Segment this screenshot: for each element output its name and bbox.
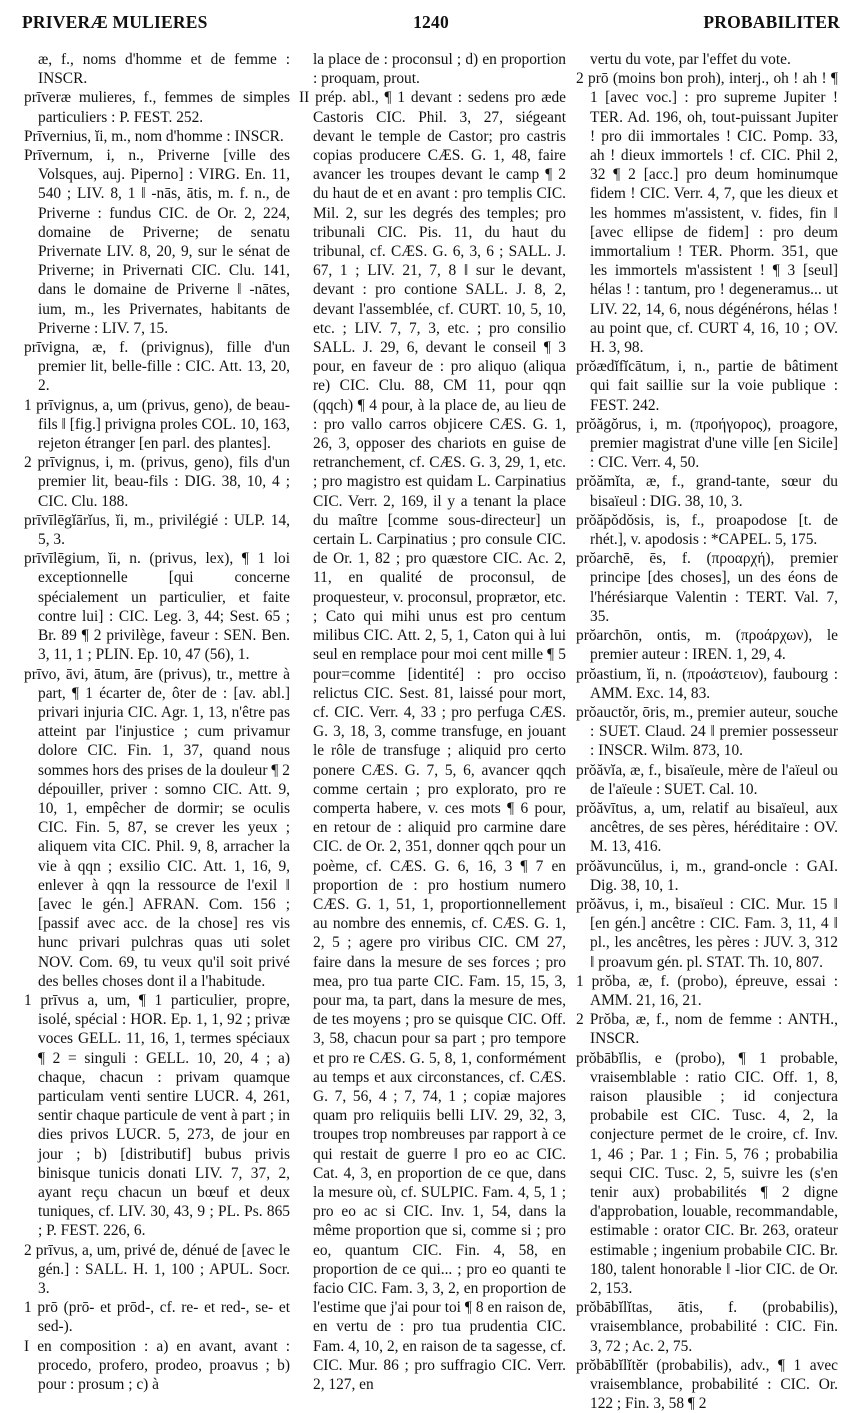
- dictionary-entry: 1 prŏba, æ, f. (probo), épreuve, essai : AMM. 21, 16, 21.: [576, 972, 838, 1009]
- dictionary-entry: prīvīlēgium, ĭi, n. (privus, lex), ¶ 1 loi exceptionnelle [qui concerne spécialement un particulier, et faite contre lui] : CIC. Leg. 3, 44; Sest. 65 ; Br. 89 ¶ 2 privilège, faveur : SEN. Ben. 3, 11, 1 ; PLIN. Ep. 10, 47 (56), 1.: [24, 550, 290, 664]
- running-head-right: PROBABILITER: [703, 12, 840, 32]
- page-header: [0, 12, 862, 36]
- dictionary-entry: 1 prīvus a, um, ¶ 1 particulier, propre, isolé, spécial : HOR. Ep. 1, 1, 92 ; privæ voces GELL. 11, 16, 1, termes spéciaux ¶ 2 = singuli : GELL. 10, 20, 4 ; a) chaque, chacun : privam quamque particulam venti sentire LUCR. 4, 261, sentir chaque particule de vent à part ; in dies privos LUCR. 5, 273, de jour en jour ; b) [distributif] bubus privis binisque tunicis donati LIV. 7, 37, 2, ayant reçu chacun un bœuf et deux tuniques, cf. LIV. 30, 43, 9 ; PL. Ps. 865 ; P. FEST. 226, 6.: [24, 991, 290, 1240]
- dictionary-entry: vertu du vote, par l'effet du vote.: [590, 51, 791, 68]
- dictionary-entry: prŏarchōn, ontis, m. (προάρχων), le premier auteur : IREN. 1, 29, 4.: [576, 627, 838, 664]
- column-middle: [299, 50, 566, 1394]
- dictionary-entry: prŏarchē, ēs, f. (προαρχή), premier principe [des choses], un des éons de l'hérésiarque Valentin : TERT. Val. 7, 35.: [576, 550, 838, 625]
- dictionary-entry: 2 prīvus, a, um, privé de, dénué de [avec le gén.] : SALL. H. 1, 100 ; APUL. Socr. 3.: [24, 1241, 290, 1297]
- dictionary-entry: prŏbābĭlĭtas, ātis, f. (probabilis), vraisemblance, probabilité : CIC. Fin. 3, 72 ; Ac. 2, 75.: [576, 1299, 838, 1355]
- dictionary-entry: prŏăvĭa, æ, f., bisaïeule, mère de l'aïeul ou de l'aïeule : SUET. Cal. 10.: [576, 761, 838, 798]
- dictionary-entry: prŏăvus, i, m., bisaïeul : CIC. Mur. 15 ‖ [en gén.] ancêtre : CIC. Fam. 3, 11, 4 ‖ pl., les ancêtres, les pères : JUV. 3, 312 ‖ proavum gén. pl. STAT. Th. 10, 807.: [576, 895, 838, 971]
- dictionary-entry: prŏămĭta, æ, f., grand-tante, sœur du bisaïeul : DIG. 38, 10, 3.: [576, 473, 838, 510]
- dictionary-entry: prŏăgŏrus, i, m. (προήγορος), proagore, premier magistrat d'une ville [en Sicile] : CIC. Verr. 4, 50.: [576, 415, 838, 472]
- dictionary-entry: prŏauctŏr, ōris, m., premier auteur, souche : SUET. Claud. 24 ‖ premier possesseur : INSCR. Wilm. 873, 10.: [576, 703, 838, 760]
- dictionary-entry: 1 prō (prō- et prōd-, cf. re- et red-, se- et sed-).: [24, 1299, 290, 1336]
- column-right: [576, 50, 838, 1413]
- dictionary-entry: prīveræ mulieres, f., femmes de simples particuliers : P. FEST. 252.: [24, 89, 290, 126]
- dictionary-entry: prīvo, āvi, ātum, āre (privus), tr., mettre à part, ¶ 1 écarter de, ôter de : [av. abl.] privari injuria CIC. Agr. 1, 13, n'être pas atteint par l'injustice ; cum privamur dolore CIC. Fin. 1, 37, quand nous sommes hors des prises de la douleur ¶ 2 dépouiller, priver : somno CIC. Att. 9, 10, 1, empêcher de dormir; se oculis CIC. Fin. 5, 87, se crever les yeux ; aliquem vita CIC. Phil. 9, 8, arracher la vie à qqn ; exsilio CIC. Att. 1, 16, 9, enlever à qqn la ressource de l'exil ‖ [avec le gén.] AFRAN. Com. 156 ; [passif avec acc. de la chose] res vis hunc privari pulchras quas uti solet NOV. Com. 69, tu veux qu'il soit privé des belles choses dont il a l'habitude.: [24, 665, 290, 990]
- dictionary-entry: 1 prīvignus, a, um (privus, geno), de beau-fils ‖ [fig.] privigna proles COL. 10, 163, rejeton étranger [en parl. des plantes].: [24, 396, 290, 453]
- page-number: 1240: [413, 12, 449, 32]
- running-head-left: PRIVERÆ MULIERES: [22, 12, 208, 32]
- dictionary-entry: prŏbābĭlĭtĕr (probabilis), adv., ¶ 1 avec vraisemblance, probabilité : CIC. Or. 122 ; Fin. 3, 58 ¶ 2: [576, 1356, 838, 1413]
- dictionary-entry: prīvigna, æ, f. (privignus), fille d'un premier lit, belle-fille : CIC. Att. 13, 20, 2.: [24, 339, 290, 395]
- dictionary-entry: prŏædĭfĭcātum, i, n., partie de bâtiment qui fait saillie sur la voie publique : FEST. 242.: [576, 358, 838, 414]
- dictionary-entry: prŏbābĭlis, e (probo), ¶ 1 probable, vraisemblable : ratio CIC. Off. 1, 8, raison plausible ; id conjectura probabile est CIC. Tusc. 4, 2, la conjecture permet de le croire, cf. Inv. 1, 46 ; Par. 1 ; Fin. 5, 76 ; probabilia sequi CIC. Tusc. 2, 5, suivre les (s'en tenir aux) probabilités ¶ 2 digne d'approbation, louable, recommandable, estimable : orator CIC. Br. 263, orateur estimable ; ingenium probabile CIC. Br. 180, talent honorable ‖ -lior CIC. de Or. 2, 153.: [576, 1049, 838, 1297]
- dictionary-entry: prŏăpŏdŏsis, is, f., proapodose [t. de rhét.], v. apodosis : *CAPEL. 5, 175.: [576, 511, 838, 549]
- dictionary-entry: prŏăvītus, a, um, relatif au bisaïeul, aux ancêtres, de ses pères, héréditaire : OV. M. 13, 416.: [576, 799, 838, 856]
- dictionary-entry: 2 prō (moins bon proh), interj., oh ! ah ! ¶ 1 [avec voc.] : pro supreme Jupiter ! TER. Ad. 196, oh, tout-puissant Jupiter ! pro dii immortales ! CIC. Pomp. 33, ah ! dieux immortels ! cf. CIC. Phil 2, 32 ¶ 2 [acc.] pro deum hominumque fidem ! CIC. Verr. 4, 7, que les dieux et les hommes m'assistent, v. fides, fin ‖ [avec ellipse de fidem] : pro deum immortalium ! TER. Phorm. 351, que les immortels m'assistent ! ¶ 3 [seul] hélas ! : tantum, pro ! degeneramus... ut LIV. 22, 14, 6, nous dégénérons, hélas ! au point que, cf. CURT 4, 16, 10 ; OV. H. 3, 98.: [576, 70, 838, 357]
- dictionary-entry: prŏăvuncŭlus, i, m., grand-oncle : GAI. Dig. 38, 10, 1.: [576, 857, 838, 894]
- dictionary-entry: II prép. abl., ¶ 1 devant : sedens pro æde Castoris CIC. Phil. 3, 27, siégeant devant le temple de Castor; pro castris copias producere CÆS. G. 1, 48, faire avancer les troupes devant le camp ¶ 2 du haut de et en avant : pro templis CIC. Mil. 2, sur les degrés des temples; pro tribunali CIC. Pis. 11, du haut du tribunal, cf. CÆS. G. 6, 3, 6 ; SALL. J. 67, 1 ; LIV. 21, 7, 8 ‖ sur le devant, devant : pro contione SALL. J. 8, 2, devant l'assemblée, cf. CURT. 10, 5, 10, etc. ; LIV. 7, 7, 3, etc. ; pro consilio SALL. J. 29, 6, devant le conseil ¶ 3 pour, en faveur de : pro aliquo (aliqua re) CIC. Clu. 88, CM 11, pour qqn (qqch) ¶ 4 pour, à la place de, au lieu de : pro vallo carros objicere CÆS. G. 1, 26, 3, opposer des chariots en guise de retranchement, cf. CÆS. G. 3, 29, 1, etc. ; pro magistro est quidam L. Carpinatius CIC. Verr. 2, 169, il y a tenant la place du maître [comme sous-directeur] un certain L. Carpinatius ; pro consule CIC. de Or. 1, 82 ; pro quæstore CIC. Ac. 2, 11, en qualité de proconsul, de proquesteur, v. proconsul, proprætor, etc. ; Cato qui mihi unus est pro centum milibus CIC. Att. 2, 5, 1, Caton qui à lui seul en remplace pour moi cent mille ¶ 5 pour=comme [identité] : pro occiso relictus CIC. Sest. 81, laissé pour mort, cf. CIC. Verr. 4, 33 ; pro perfuga CÆS. G. 3, 18, 3, comme transfuge, en jouant le rôle de transfuge ; aliquid pro certo ponere CÆS. G. 7, 5, 6, avancer qqch comme certain ; pro explorato, pro re comperta habere, v. ces mots ¶ 6 pour, en retour de : aliquid pro carmine dare CIC. de Or. 2, 351, donner qqch pour un poème, cf. CÆS. G. 6, 16, 3 ¶ 7 en proportion de : pro hostium numero CÆS. G. 1, 51, 1, proportionnellement au nombre des ennemis, cf. CÆS. G. 1, 2, 5 ; agere pro viribus CIC. CM 27, faire dans la mesure de ses forces ; pro mea, pro tua parte CIC. Fam. 15, 15, 3, pour ma, ta part, dans la mesure de mes, de tes moyens ; pro se quisque CIC. Off. 3, 58, chacun pour sa part ; pro tempore et pro re CÆS. G. 5, 8, 1, conformément au temps et aux circonstances, cf. CÆS. G. 7, 56, 4 ; 7, 74, 1 ; copiæ majores quam pro reliquiis belli LIV. 29, 32, 3, troupes trop nombreuses par rapport à ce qui restait de guerre ‖ pro eo ac CIC. Cat. 4, 3, en proportion de ce que, dans la mesure où, cf. SULPIC. Fam. 4, 5, 1 ; pro eo ac si CIC. Inv. 1, 54, dans la même proportion que si, comme si ; pro eo, quantum CIC. Fin. 4, 58, en proportion de ce qui... ; pro eo quanti te facio CIC. Fam. 3, 3, 2, en proportion de l'estime que j'ai pour toi ¶ 8 en raison de, en vertu de : pro tua prudentia CIC. Fam. 4, 10, 2, en raison de ta sagesse, cf. CIC. Mur. 86 ; pro suffragio CIC. Verr. 2, 127, en: [299, 89, 566, 1394]
- dictionary-entry: prŏastium, ĭi, n. (προάστειον), faubourg : AMM. Exc. 14, 83.: [576, 665, 838, 702]
- dictionary-entry: Prīvernum, i, n., Priverne [ville des Volsques, auj. Piperno] : VIRG. En. 11, 540 ; LIV. 8, 1 ‖ -nās, ātis, m. f. n., de Priverne : fundus CIC. de Or. 2, 224, domaine de Priverne; de senatu Privernate LIV. 8, 20, 9, sur le sénat de Priverne; in Privernati CIC. Clu. 141, dans le domaine de Priverne ‖ -nātes, ium, m., les Privernates, habitants de Priverne : LIV. 7, 15.: [24, 147, 290, 337]
- dictionary-entry: la place de : proconsul ; d) en proportion : proquam, prout.: [313, 51, 566, 88]
- dictionary-entry: prīvīlēgĭārĭus, ĭi, m., privilégié : ULP. 14, 5, 3.: [24, 511, 290, 549]
- dictionary-entry: I en composition : a) en avant, avant : procedo, profero, prodeo, proavus ; b) pour : prosum ; c) à: [24, 1337, 290, 1394]
- dictionary-entry: Prīvernius, ĭi, m., nom d'homme : INSCR.: [24, 127, 284, 145]
- column-left: [24, 50, 290, 1394]
- dictionary-entry: æ, f., noms d'homme et de femme : INSCR.: [38, 51, 290, 88]
- dictionary-entry: 2 prīvignus, i, m. (privus, geno), fils d'un premier lit, beau-fils : DIG. 38, 10, 4 ; CIC. Clu. 188.: [24, 454, 290, 510]
- dictionary-entry: 2 Prŏba, æ, f., nom de femme : ANTH., INSCR.: [576, 1011, 838, 1048]
